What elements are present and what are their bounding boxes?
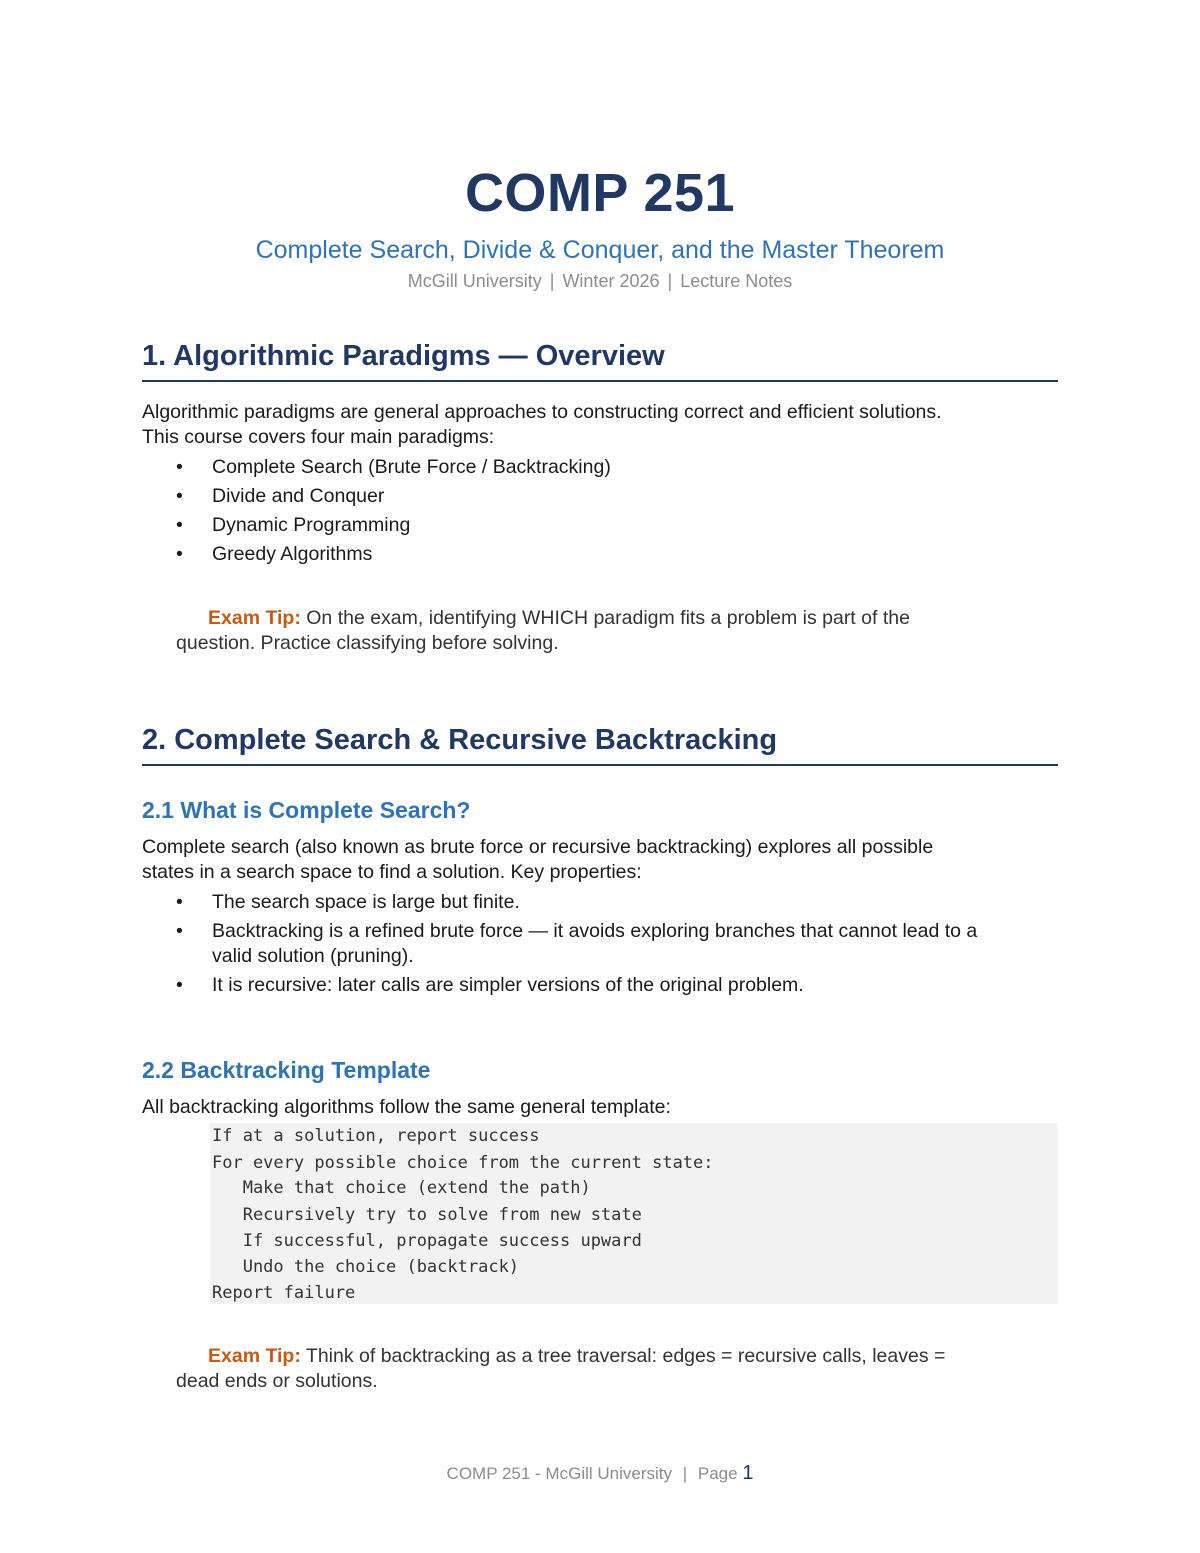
list-item <box>142 455 1062 480</box>
paragraph-line-1: Complete search (also known as brute force or recursive backtracking) explores all possible <box>142 836 934 858</box>
list-item-text: Divide and Conquer <box>212 485 385 507</box>
exam-tip-1 <box>176 606 1046 656</box>
section-1-intro <box>142 400 1062 450</box>
list-item-text: Dynamic Programming <box>212 514 411 536</box>
paragraph-line-2: states in a search space to find a solution. Key properties: <box>142 861 642 883</box>
code-block <box>210 1123 1058 1304</box>
bullet-icon: • <box>176 485 183 507</box>
bullet-icon: • <box>176 514 183 536</box>
meta-separator: | <box>667 271 673 291</box>
footer-page-label: Page <box>697 1464 738 1483</box>
list-item <box>142 890 1062 915</box>
meta-institution: McGill University <box>407 271 542 291</box>
exam-tip-label: Exam Tip: <box>208 1345 301 1367</box>
bullet-icon: • <box>176 456 183 478</box>
section-1-heading: 1. Algorithmic Paradigms — Overview <box>142 340 1058 382</box>
exam-tip-2 <box>176 1344 1046 1394</box>
list-item-text-continued: valid solution (pruning). <box>212 945 414 967</box>
document-title: COMP 251 <box>464 163 736 223</box>
page-footer <box>0 1462 1200 1485</box>
subsection-2-2-heading: 2.2 Backtracking Template <box>142 1057 431 1083</box>
bullet-icon: • <box>176 891 183 913</box>
code-line: Recursively try to solve from new state <box>212 1205 642 1225</box>
exam-tip-text-line-2: dead ends or solutions. <box>176 1370 378 1392</box>
footer-text: COMP 251 - McGill University <box>446 1464 672 1483</box>
list-item <box>142 973 1062 998</box>
footer-page-number: 1 <box>742 1462 754 1484</box>
bullet-icon: • <box>176 974 183 996</box>
subsection-2-1-paragraph <box>142 835 1062 885</box>
meta-term: Winter 2026 <box>562 271 660 291</box>
list-item-text: The search space is large but finite. <box>212 891 520 913</box>
exam-tip-label: Exam Tip: <box>208 607 301 629</box>
subsection-2-2-intro: All backtracking algorithms follow the same general template: <box>142 1096 671 1118</box>
list-item-text: Greedy Algorithms <box>212 543 373 565</box>
meta-separator: | <box>549 271 555 291</box>
paradigm-list <box>142 455 1062 571</box>
list-item-text: It is recursive: later calls are simpler versions of the original problem. <box>212 974 804 996</box>
section-1-intro-line-2: This course covers four main paradigms: <box>142 426 495 448</box>
code-line: Make that choice (extend the path) <box>212 1178 591 1198</box>
footer-separator: | <box>682 1464 688 1483</box>
list-item <box>142 484 1062 509</box>
code-line: If at a solution, report success <box>212 1126 540 1146</box>
code-line: For every possible choice from the current state: <box>212 1153 714 1173</box>
exam-tip-text-line-2: question. Practice classifying before solving. <box>176 632 559 654</box>
code-line: Undo the choice (backtrack) <box>212 1257 520 1277</box>
list-item-text: Complete Search (Brute Force / Backtracking) <box>212 456 611 478</box>
bullet-icon: • <box>176 543 183 565</box>
properties-list <box>142 890 1062 1002</box>
list-item-text: Backtracking is a refined brute force — it avoids exploring branches that cannot lead to a <box>212 920 978 942</box>
exam-tip-text-line-1: On the exam, identifying WHICH paradigm fits a problem is part of the <box>300 607 910 629</box>
section-1-intro-line-1: Algorithmic paradigms are general approaches to constructing correct and efficient solutions. <box>142 401 942 423</box>
list-item <box>142 513 1062 538</box>
list-item <box>142 542 1062 567</box>
code-line: If successful, propagate success upward <box>212 1231 642 1251</box>
subsection-2-1-heading: 2.1 What is Complete Search? <box>142 797 471 823</box>
document-meta <box>0 271 1200 292</box>
document-subtitle: Complete Search, Divide & Conquer, and the Master Theorem <box>255 236 945 264</box>
section-2-heading: 2. Complete Search & Recursive Backtracking <box>142 724 1058 766</box>
list-item <box>142 919 1062 969</box>
bullet-icon: • <box>176 920 183 942</box>
exam-tip-text-line-1: Think of backtracking as a tree traversal: edges = recursive calls, leaves = <box>300 1345 946 1367</box>
meta-doc-type: Lecture Notes <box>680 271 793 291</box>
code-line: Report failure <box>212 1283 356 1303</box>
